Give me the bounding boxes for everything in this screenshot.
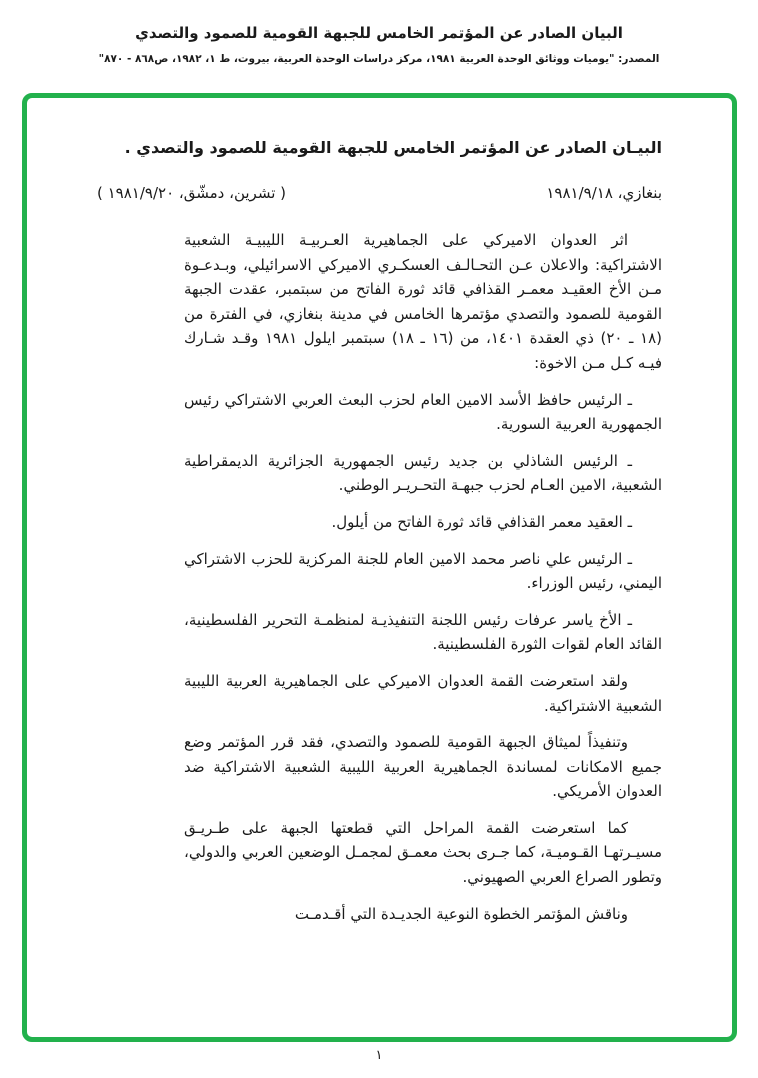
body-paragraph: ولقد استعرضت القمة العدوان الاميركي على الجماهيرية العربية الليبية الشعبية الاشتراكية. [184, 671, 662, 715]
document-body [184, 228, 662, 926]
document-frame [22, 93, 737, 1042]
body-paragraph: وتنفيذاً لميثاق الجبهة القومية للصمود والتصدي، فقد قرر المؤتمر وضع جميع الامكانات لمساندة الجماهيرية العربية الليبية الشعبية الاشتراكية ضد العدوان الأمريكي. [184, 733, 662, 801]
source-line: المصدر: "يوميات ووثائق الوحدة العربية ١٩٨١، مركز دراسات الوحدة العربية، بيروت، ط ١، ١٩٨٢، ص٨٦٨ - ٨٧٠" [98, 53, 660, 65]
dateline-ref: ( تشرين، دمشّق، ١٩٨١/٩/٢٠ ) [97, 184, 287, 202]
dateline [97, 184, 662, 202]
participant-item: ـ العقيد معمر القذافي قائد ثورة الفاتح من أيلول. [331, 512, 632, 531]
body-paragraph: كما استعرضت القمة المراحل التي قطعتها الجبهة على طـريـق مسيـرتهـا القـوميـة، كما جـرى بحث معمـق لمجمـل الوضعين العربي والدولي، وتطور الصراع العربي الصهيوني. [184, 818, 662, 887]
participant-item: ـ الرئيس علي ناصر محمد الامين العام للجنة المركزية للحزب الاشتراكي اليمني، رئيس الوزراء. [184, 549, 662, 593]
page-title: البيان الصادر عن المؤتمر الخامس للجبهة القومية للصمود والتصدي [135, 24, 623, 42]
intro-paragraph: اثر العدوان الاميركي على الجماهيرية العـربيـة الليبيـة الشعبية الاشتراكية: والاعلان عـن التحـالـف العسكـري الاميركي الاسرائيلي، وبـدعـوة مـن الأخ العقيـد معمـر القذافي قائد ثورة الفاتح من سبتمبر، عقدت الجبهة القومية للصمود والتصدي مؤتمرها الخامس في مدينة بنغازي، في الفترة من (١٨ ـ ٢٠) ذي العقدة ١٤٠١، من (١٦ ـ ١٨) سبتمبر ايلول ١٩٨١ وقـد شـارك فيـه كـل مـن الاخوة: [184, 231, 662, 372]
document-title: البيـان الصادر عن المؤتمر الخامس للجبهة القومية للصمود والتصدي . [124, 138, 662, 157]
page-number: ١ [375, 1048, 383, 1063]
participant-item: ـ الأخ ياسر عرفات رئيس اللجنة التنفيذيـة لمنظمـة التحرير الفلسطينية، القائد العام لقوات الثورة الفلسطينية. [184, 610, 662, 654]
dateline-place: بنغازي، ١٩٨١/٩/١٨ [546, 184, 662, 202]
body-paragraph: وناقش المؤتمر الخطوة النوعية الجديـدة التي أقـدمـت [294, 904, 628, 923]
page-header [0, 24, 758, 65]
participant-item: ـ الرئيس حافظ الأسد الامين العام لحزب البعث العربي الاشتراكي رئيس الجمهورية العربية السورية. [184, 390, 662, 434]
participant-item: ـ الرئيس الشاذلي بن جديد رئيس الجمهورية الجزائرية الديمقراطية الشعبية، الامين العـام لحزب جبهـة التحـريـر الوطني. [184, 451, 662, 495]
